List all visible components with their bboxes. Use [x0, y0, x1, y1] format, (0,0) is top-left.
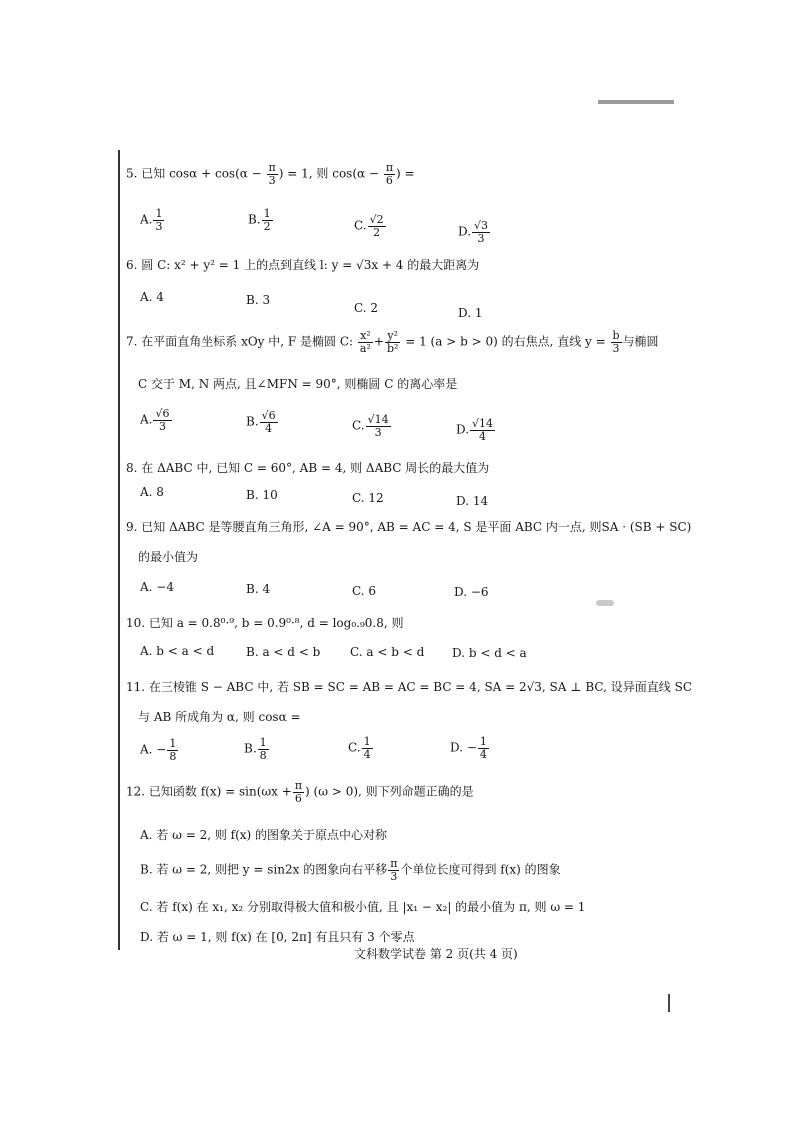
question-11-option-d: D. − $\frac{1}{4}$: [450, 735, 487, 761]
question-7-option-c: C. $\frac{√14}{3}$: [352, 413, 389, 439]
question-6-option-d: D. 1: [458, 306, 483, 320]
fraction: $\frac{\pi}{6}$: [385, 161, 394, 187]
question-8-option-c: C. 12: [352, 491, 384, 505]
scan-smudge: [596, 600, 614, 606]
question-5-option-d: D. $\frac{√3}{3}$: [458, 219, 489, 245]
question-9-stem: 9. 已知 ΔABC 是等腰直角三角形, ∠A = 90°, AB = AC = 4, S 是平面 ABC 内一点, 则SA · (SB + SC): [126, 520, 692, 534]
question-11-option-b: B. $\frac{1}{8}$: [244, 736, 267, 762]
fraction: $\frac{√14}{4}$: [472, 417, 494, 443]
question-9-option-b: B. 4: [246, 582, 271, 596]
fraction: $\frac{√2}{2}$: [369, 213, 384, 239]
fraction: $\frac{√6}{4}$: [261, 409, 276, 435]
question-12-option-a: A. 若 ω = 2, 则 f(x) 的图象关于原点中心对称: [140, 828, 388, 842]
margin-rule: [118, 150, 120, 950]
question-8-option-a: A. 8: [140, 485, 164, 499]
fraction: $\frac{\pi}{6}$: [294, 779, 303, 805]
fraction: $\frac{1}{4}$: [479, 735, 487, 761]
question-7-line-2: C 交于 M, N 两点, 且∠MFN = 90°, 则椭圆 C 的离心率是: [138, 377, 458, 391]
question-6-option-b: B. 3: [246, 293, 271, 307]
fraction: $\frac{1}{8}$: [259, 736, 267, 762]
fraction: $\frac{b}{3}$: [612, 329, 620, 355]
fraction: $\frac{\text{y²}}{\text{b²}}$: [386, 329, 399, 355]
fraction: $\frac{√14}{3}$: [367, 413, 389, 439]
question-5-option-a: A. $\frac{1}{3}$: [140, 207, 163, 233]
question-5-stem: 5. 已知 cosα + cos(α − $\frac{\pi}{3}$ ) = 1, 则 cos(α − $\frac{\pi}{6}$ ) =: [126, 161, 415, 187]
question-9-option-d: D. −6: [454, 585, 489, 599]
question-12-option-b: B. 若 ω = 2, 则把 y = sin2x 的图象向右平移 $\frac{\pi}{3}$ 个单位长度可得到 f(x) 的图象: [140, 857, 561, 883]
question-9-option-c: C. 6: [352, 584, 377, 598]
question-11-line-2: 与 AB 所成角为 α, 则 cosα =: [138, 710, 301, 724]
question-6-stem: 6. 圆 C: x² + y² = 1 上的点到直线 l: y = √3x + 4 的最大距离为: [126, 258, 480, 272]
question-10-option-c: C. a < b < d: [350, 645, 425, 659]
question-6-option-c: C. 2: [354, 301, 379, 315]
question-12-stem: 12. 已知函数 f(x) = sin(ωx + $\frac{\pi}{6}$ ) (ω > 0), 则下列命题正确的是: [126, 779, 474, 805]
fraction: $\frac{\pi}{3}$: [268, 161, 276, 187]
question-7-option-b: B. $\frac{√6}{4}$: [246, 409, 276, 435]
question-9-line-2: 的最小值为: [138, 550, 199, 564]
question-11-option-a: A. − $\frac{1}{8}$: [140, 737, 177, 763]
fraction: $\frac{√6}{3}$: [155, 407, 170, 433]
scan-smudge: [598, 100, 674, 104]
fraction: $\frac{√3}{3}$: [474, 219, 489, 245]
question-8-option-b: B. 10: [246, 488, 278, 502]
fraction: $\frac{\pi}{3}$: [390, 857, 398, 883]
fraction: $\frac{1}{3}$: [155, 207, 163, 233]
question-8-stem: 8. 在 ΔABC 中, 已知 C = 60°, AB = 4, 则 ΔABC 周长的最大值为: [126, 461, 490, 475]
question-7-option-d: D. $\frac{√14}{4}$: [456, 417, 494, 443]
question-5-option-b: B. $\frac{1}{2}$: [248, 207, 271, 233]
fraction: $\frac{\text{x²}}{\text{a²}}$: [359, 329, 371, 355]
question-12-option-d: D. 若 ω = 1, 则 f(x) 在 [0, 2π] 有且只有 3 个零点: [140, 930, 415, 944]
question-9-option-a: A. −4: [140, 580, 174, 594]
fraction: $\frac{1}{2}$: [263, 207, 271, 233]
question-11-stem: 11. 在三棱锥 S − ABC 中, 若 SB = SC = AB = AC = BC = 4, SA = 2√3, SA ⊥ BC, 设异面直线 SC: [126, 680, 692, 694]
question-10-option-d: D. b < d < a: [452, 646, 527, 660]
question-10-option-a: A. b < a < d: [140, 644, 215, 658]
fraction: $\frac{1}{8}$: [169, 737, 177, 763]
page-footer: 文科数学试卷 第 2 页(共 4 页): [354, 947, 518, 961]
question-10-stem: 10. 已知 a = 0.8⁰·⁹, b = 0.9⁰·⁸, d = log₀.₉0.8, 则: [126, 616, 404, 630]
fraction: $\frac{1}{4}$: [363, 735, 371, 761]
question-5-option-c: C. $\frac{√2}{2}$: [354, 213, 384, 239]
scan-mark: [668, 994, 670, 1012]
question-12-option-c: C. 若 f(x) 在 x₁, x₂ 分别取得极大值和极小值, 且 |x₁ − x₂| 的最小值为 π, 则 ω = 1: [140, 900, 586, 914]
question-11-option-c: C. $\frac{1}{4}$: [348, 735, 371, 761]
question-6-option-a: A. 4: [140, 290, 164, 304]
question-7-stem: 7. 在平面直角坐标系 xOy 中, F 是椭圆 C: $\frac{\text{x²}}{\text{a²}}$ + $\frac{\text{y²}}{\text{b²}}$ = 1 (a > b > 0) 的右焦点, 直线 y = $\frac{b}{3}$ 与椭圆: [126, 329, 659, 355]
question-7-option-a: A. $\frac{√6}{3}$: [140, 407, 170, 433]
question-8-option-d: D. 14: [456, 494, 489, 508]
question-10-option-b: B. a < d < b: [246, 645, 321, 659]
